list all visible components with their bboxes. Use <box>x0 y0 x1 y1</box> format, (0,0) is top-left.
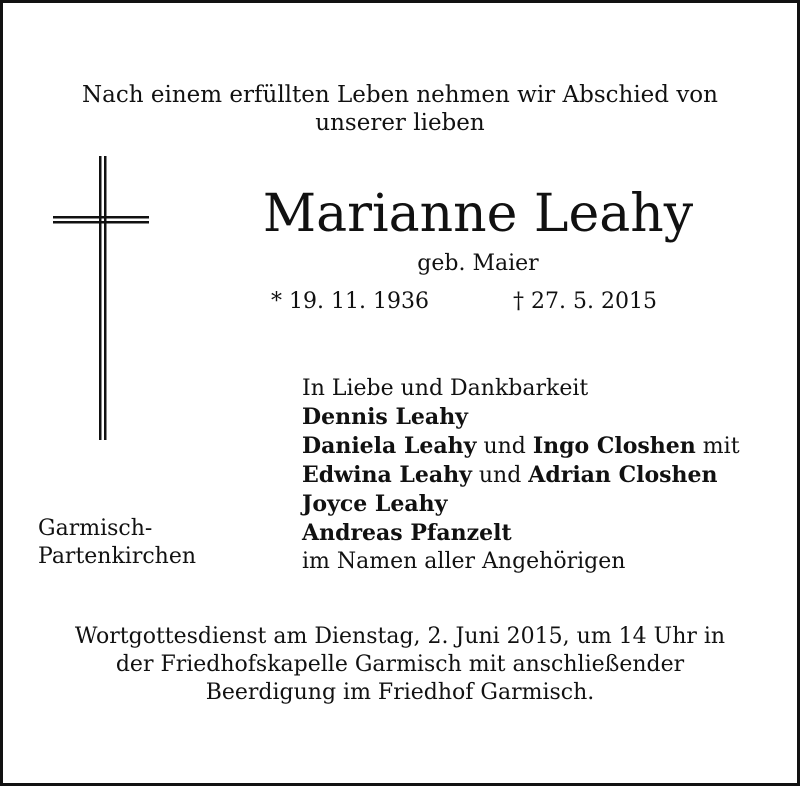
place-of-residence <box>38 515 196 571</box>
family-line-3 <box>302 461 740 490</box>
family-member: Dennis Leahy <box>302 404 468 430</box>
family-heading: In Liebe und Dankbarkeit <box>302 376 589 401</box>
family-line-2 <box>302 432 740 461</box>
place-line-2: Partenkirchen <box>38 544 197 569</box>
family-line-5 <box>302 519 740 548</box>
birth-date: * 19. 11. 1936 <box>271 289 429 314</box>
intro-line-1: Nach einem erfüllten Leben nehmen wir Abschied von <box>82 82 718 108</box>
maiden-name: geb. Maier <box>417 251 539 276</box>
deceased-name: Marianne Leahy <box>262 184 694 244</box>
place-line-1: Garmisch- <box>38 516 153 541</box>
intro-text <box>3 81 797 137</box>
service-line-1: Wortgottesdienst am Dienstag, 2. Juni 2015, um 14 Uhr in <box>74 624 726 649</box>
intro-line-2: unserer lieben <box>315 110 485 136</box>
family-line-4 <box>302 490 740 519</box>
cross-icon <box>51 156 151 440</box>
family-member: Adrian Closhen <box>528 462 718 488</box>
conjunction: mit <box>702 434 740 459</box>
service-info <box>3 623 797 707</box>
family-line-1 <box>302 403 740 432</box>
death-date: † 27. 5. 2015 <box>513 289 657 314</box>
family-member: Joyce Leahy <box>302 491 448 517</box>
service-line-2: der Friedhofskapelle Garmisch mit anschließender <box>115 652 685 677</box>
family-member: Daniela Leahy <box>302 433 477 459</box>
conjunction: und <box>478 463 522 488</box>
family-closing: im Namen aller Angehörigen <box>302 549 626 574</box>
family-member: Ingo Closhen <box>532 433 696 459</box>
family-signatures <box>302 375 740 576</box>
family-member: Edwina Leahy <box>302 462 472 488</box>
service-line-3: Beerdigung im Friedhof Garmisch. <box>205 680 595 705</box>
family-member: Andreas Pfanzelt <box>302 520 512 546</box>
conjunction: und <box>483 434 526 459</box>
